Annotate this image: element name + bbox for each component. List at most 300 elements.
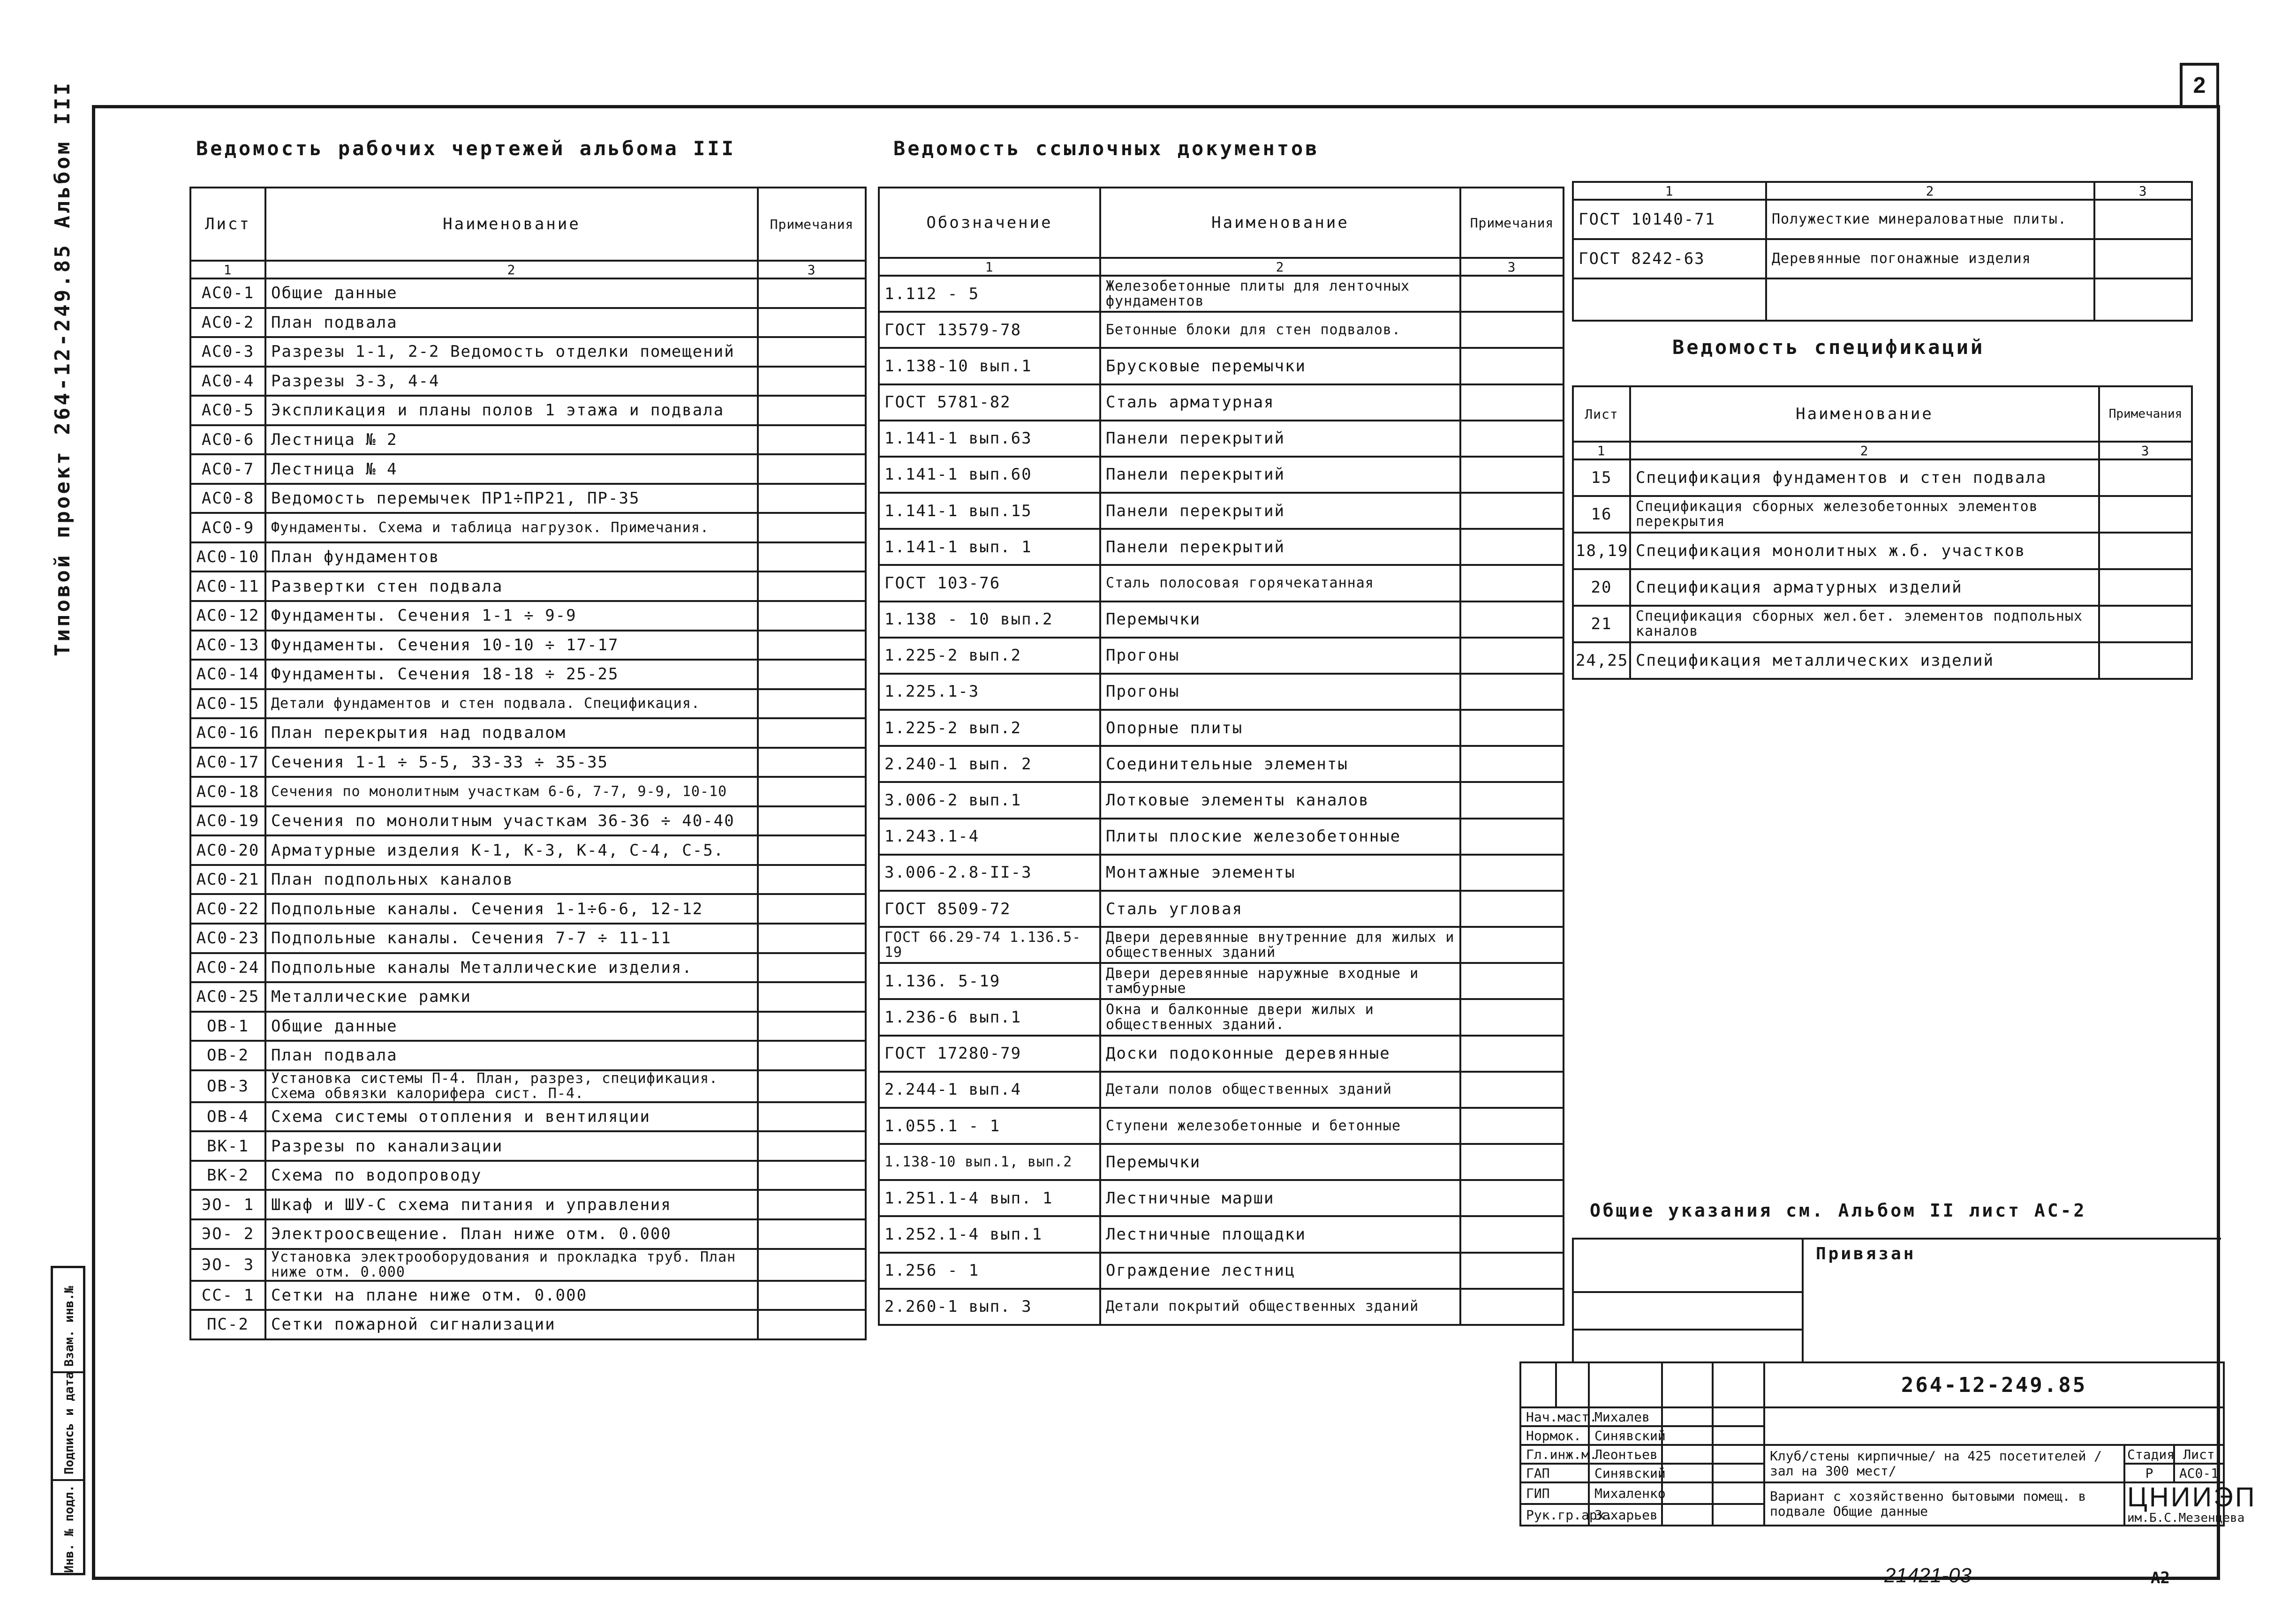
row-notes — [1460, 1036, 1564, 1072]
row-name: Перемычки — [1100, 1144, 1460, 1180]
privyazan-block — [1572, 1238, 2221, 1363]
row-notes — [1460, 999, 1564, 1035]
table-row — [190, 396, 866, 425]
row-name: Экспликация и планы полов 1 этажа и подвала — [265, 396, 758, 425]
row-name: Деревянные погонажные изделия — [1766, 239, 2094, 278]
table-row — [190, 748, 866, 777]
table-row — [1573, 459, 2192, 496]
row-code: ГОСТ 8509-72 — [879, 891, 1100, 927]
row-notes — [2099, 642, 2192, 679]
col-number: 2 — [265, 261, 758, 278]
row-code: 1.141-1 вып.15 — [879, 493, 1100, 529]
row-sheet: АС0-1 — [190, 278, 265, 308]
drawing-title: Вариант с хозяйственно бытовыми помещ. в подвале Общие данные — [1764, 1482, 2124, 1526]
table-row — [190, 1310, 866, 1339]
row-name: Лестница № 4 — [265, 454, 758, 484]
row-name: Установка электрооборудования и прокладка труб. План ниже отм. 0.000 — [265, 1249, 758, 1281]
stamp-person: Михаленко — [1589, 1482, 1662, 1504]
row-sheet: АС0-20 — [190, 835, 265, 865]
row-code: ГОСТ 10140-71 — [1573, 200, 1766, 239]
col-header-name: Наименование — [1100, 188, 1460, 258]
row-sheet: ПС-2 — [190, 1310, 265, 1339]
row-code: 2.260-1 вып. 3 — [879, 1289, 1100, 1325]
table-row — [879, 1072, 1564, 1108]
row-name: Ограждение лестниц — [1100, 1253, 1460, 1289]
row-notes — [1460, 963, 1564, 999]
col-number: 1 — [879, 258, 1100, 276]
row-code: 1.243.1-4 — [879, 819, 1100, 855]
row-name: Плиты плоские железобетонные — [1100, 819, 1460, 855]
row-notes — [758, 1249, 866, 1281]
row-name: Подпольные каналы. Сечения 7-7 ÷ 11-11 — [265, 924, 758, 953]
row-sheet: ВК-2 — [190, 1161, 265, 1190]
row-name: Детали полов общественных зданий — [1100, 1072, 1460, 1108]
table-row — [879, 421, 1564, 457]
specifications-table — [1572, 385, 2193, 680]
row-name: Перемычки — [1100, 601, 1460, 638]
row-name: Панели перекрытий — [1100, 457, 1460, 493]
table-row — [879, 1144, 1564, 1180]
row-name: Лестничные марши — [1100, 1180, 1460, 1216]
sheet-value: АС0-1 — [2174, 1464, 2224, 1482]
table-row — [190, 631, 866, 660]
row-notes — [1460, 746, 1564, 782]
row-notes — [758, 308, 866, 338]
row-notes — [1460, 891, 1564, 927]
row-name: Подпольные каналы Металлические изделия. — [265, 953, 758, 983]
stage-label: Стадия — [2124, 1445, 2174, 1464]
row-notes — [1460, 493, 1564, 529]
row-notes — [758, 924, 866, 953]
row-name: Разрезы 1-1, 2-2 Ведомость отделки помещений — [265, 337, 758, 367]
row-sheet: 18,19 — [1573, 533, 1630, 569]
stamp-row — [1520, 1445, 2224, 1464]
stamp-row — [1520, 1407, 2224, 1426]
stamp-person: Михалев — [1589, 1407, 1662, 1426]
row-code: 1.141-1 вып.60 — [879, 457, 1100, 493]
row-notes — [758, 806, 866, 836]
row-notes — [2094, 200, 2192, 239]
row-sheet: ОВ-4 — [190, 1102, 265, 1132]
row-name: Спецификация фундаментов и стен подвала — [1630, 459, 2099, 496]
table-row — [879, 1253, 1564, 1289]
table-row — [879, 891, 1564, 927]
row-name: Детали фундаментов и стен подвала. Спецификация. — [265, 689, 758, 719]
middle-table-title: Ведомость ссылочных документов — [893, 137, 1320, 160]
general-note: Общие указания см. Альбом II лист АС-2 — [1590, 1200, 2087, 1221]
row-name: Шкаф и ШУ-С схема питания и управления — [265, 1190, 758, 1219]
row-sheet: АС0-15 — [190, 689, 265, 719]
row-notes — [1460, 1108, 1564, 1144]
table-row — [190, 689, 866, 719]
stamp-role: Гл.инж.м. — [1520, 1445, 1589, 1464]
row-notes — [1460, 710, 1564, 746]
row-code — [1573, 278, 1766, 321]
stamp-date — [1713, 1445, 1764, 1464]
col-header-notes: Примечания — [1460, 188, 1564, 258]
row-sheet: СС- 1 — [190, 1281, 265, 1310]
row-code: 1.225-2 вып.2 — [879, 638, 1100, 674]
row-notes — [758, 513, 866, 542]
row-sheet: 15 — [1573, 459, 1630, 496]
row-notes — [1460, 384, 1564, 421]
col-number: 3 — [1460, 258, 1564, 276]
row-notes — [1460, 1216, 1564, 1252]
table-row — [879, 529, 1564, 565]
row-sheet: ЭО- 3 — [190, 1249, 265, 1281]
row-sheet: 21 — [1573, 606, 1630, 642]
row-notes — [758, 396, 866, 425]
table-row — [1573, 239, 2192, 278]
row-code: 1.138-10 вып.1 — [879, 348, 1100, 384]
row-code: 1.225-2 вып.2 — [879, 710, 1100, 746]
row-name: Сталь угловая — [1100, 891, 1460, 927]
row-notes — [1460, 276, 1564, 312]
row-notes — [2099, 459, 2192, 496]
row-name: Общие данные — [265, 1012, 758, 1041]
table-row-empty — [1573, 278, 2192, 321]
row-name: Опорные плиты — [1100, 710, 1460, 746]
row-notes — [2099, 569, 2192, 606]
side-replace-label: Взам. инв.№ — [62, 1286, 76, 1367]
working-drawings-table — [189, 187, 867, 1340]
table-row — [190, 367, 866, 396]
table-row — [1573, 569, 2192, 606]
row-code: 3.006-2.8-II-3 — [879, 855, 1100, 891]
row-name: Соединительные элементы — [1100, 746, 1460, 782]
table-row — [879, 1108, 1564, 1144]
table-row — [190, 454, 866, 484]
row-notes — [1460, 638, 1564, 674]
row-name: Сетки на плане ниже отм. 0.000 — [265, 1281, 758, 1310]
row-code: 2.244-1 вып.4 — [879, 1072, 1100, 1108]
row-sheet: 24,25 — [1573, 642, 1630, 679]
row-name: Монтажные элементы — [1100, 855, 1460, 891]
col-header-sheet: Лист — [190, 188, 265, 261]
row-notes — [758, 367, 866, 396]
row-notes — [758, 953, 866, 983]
row-code: 1.055.1 - 1 — [879, 1108, 1100, 1144]
table-row — [879, 565, 1564, 601]
row-notes — [758, 1102, 866, 1132]
row-code: 2.240-1 вып. 2 — [879, 746, 1100, 782]
row-name: Сечения по монолитным участкам 6-6, 7-7, 9-9, 10-10 — [265, 777, 758, 806]
row-code: 1.252.1-4 вып.1 — [879, 1216, 1100, 1252]
row-sheet: АС0-4 — [190, 367, 265, 396]
row-sheet: АС0-18 — [190, 777, 265, 806]
row-name: Ступени железобетонные и бетонные — [1100, 1108, 1460, 1144]
row-sheet: АС0-22 — [190, 894, 265, 924]
stamp-signature — [1662, 1504, 1713, 1526]
table-row — [879, 963, 1564, 999]
row-notes — [758, 982, 866, 1012]
row-code: 1.141-1 вып.63 — [879, 421, 1100, 457]
row-notes — [758, 1131, 866, 1161]
row-name: Бетонные блоки для стен подвалов. — [1100, 312, 1460, 348]
stamp-signature — [1662, 1464, 1713, 1482]
row-sheet: АС0-12 — [190, 601, 265, 631]
row-name: Железобетонные плиты для ленточных фундаментов — [1100, 276, 1460, 312]
table-row — [190, 542, 866, 572]
row-sheet: ЭО- 1 — [190, 1190, 265, 1219]
col-header-name: Наименование — [265, 188, 758, 261]
table-row — [190, 865, 866, 895]
stamp-date — [1713, 1426, 1764, 1445]
row-notes — [1460, 782, 1564, 818]
inventory-number: 21421-03 — [1884, 1564, 1972, 1587]
row-notes — [1460, 1289, 1564, 1325]
row-code: 1.138-10 вып.1, вып.2 — [879, 1144, 1100, 1180]
row-name: Окна и балконные двери жилых и общественных зданий. — [1100, 999, 1460, 1035]
row-notes — [758, 835, 866, 865]
stamp-role: Рук.гр.арх. — [1520, 1504, 1589, 1526]
row-notes — [1460, 601, 1564, 638]
row-sheet: АС0-6 — [190, 425, 265, 455]
row-name: Электроосвещение. План ниже отм. 0.000 — [265, 1219, 758, 1249]
row-name: Спецификация сборных жел.бет. элементов подпольных каналов — [1630, 606, 2099, 642]
row-name: Детали покрытий общественных зданий — [1100, 1289, 1460, 1325]
row-notes — [2099, 606, 2192, 642]
table-row — [190, 1041, 866, 1070]
table-row — [879, 1180, 1564, 1216]
row-code: 1.225.1-3 — [879, 674, 1100, 710]
row-notes — [1460, 1180, 1564, 1216]
table-row — [879, 1289, 1564, 1325]
table-row — [190, 571, 866, 601]
col-number: 2 — [1630, 442, 2099, 459]
row-notes — [758, 454, 866, 484]
row-notes — [758, 484, 866, 513]
stamp-date — [1713, 1504, 1764, 1526]
table-row — [879, 674, 1564, 710]
row-notes — [1460, 565, 1564, 601]
stamp-row — [1520, 1482, 2224, 1504]
table-row — [879, 384, 1564, 421]
row-notes — [758, 1041, 866, 1070]
col-number: 1 — [190, 261, 265, 278]
row-sheet: АС0-3 — [190, 337, 265, 367]
table-row — [190, 513, 866, 542]
row-code: 1.251.1-4 вып. 1 — [879, 1180, 1100, 1216]
row-notes — [758, 1070, 866, 1102]
stamp-signature — [1662, 1482, 1713, 1504]
organization — [2124, 1482, 2257, 1526]
row-notes — [1460, 927, 1564, 963]
row-name: Лестница № 2 — [265, 425, 758, 455]
row-sheet: ОВ-3 — [190, 1070, 265, 1102]
row-name: Панели перекрытий — [1100, 529, 1460, 565]
table-row — [190, 1102, 866, 1132]
table-row — [190, 1070, 866, 1102]
row-sheet: АС0-16 — [190, 718, 265, 748]
row-name: План фундаментов — [265, 542, 758, 572]
stamp-signature — [1662, 1426, 1713, 1445]
col-number: 2 — [1766, 182, 2094, 200]
table-row — [190, 924, 866, 953]
stamp-date — [1713, 1407, 1764, 1426]
row-notes — [758, 1012, 866, 1041]
row-sheet: ЭО- 2 — [190, 1219, 265, 1249]
title-block — [1519, 1361, 2257, 1526]
side-inv-label: Инв. № подл. — [62, 1485, 76, 1573]
table-row — [190, 806, 866, 836]
table-row — [879, 348, 1564, 384]
row-sheet: ВК-1 — [190, 1131, 265, 1161]
row-name: Металлические рамки — [265, 982, 758, 1012]
row-sheet: АС0-19 — [190, 806, 265, 836]
row-sheet: АС0-2 — [190, 308, 265, 338]
row-notes — [1460, 1144, 1564, 1180]
row-code: 1.138 - 10 вып.2 — [879, 601, 1100, 638]
table-row — [190, 337, 866, 367]
row-sheet: АС0-17 — [190, 748, 265, 777]
table-row — [190, 777, 866, 806]
row-name: Фундаменты. Сечения 1-1 ÷ 9-9 — [265, 601, 758, 631]
reference-documents-table — [878, 187, 1564, 1326]
row-code: 1.136. 5-19 — [879, 963, 1100, 999]
row-name: Двери деревянные внутренние для жилых и общественных зданий — [1100, 927, 1460, 963]
col-header-notes: Примечания — [2099, 386, 2192, 442]
stamp-person: Захарьев — [1589, 1504, 1662, 1526]
row-sheet: АС0-10 — [190, 542, 265, 572]
stamp-role: ГАП — [1520, 1464, 1589, 1482]
col-header-sheet: Лист — [1573, 386, 1630, 442]
row-name: Спецификация сборных железобетонных элементов перекрытия — [1630, 496, 2099, 533]
table-row — [879, 855, 1564, 891]
row-notes — [758, 1219, 866, 1249]
table-row — [879, 819, 1564, 855]
table-row — [879, 276, 1564, 312]
row-sheet: АС0-24 — [190, 953, 265, 983]
row-name: Спецификация арматурных изделий — [1630, 569, 2099, 606]
row-name: Схема по водопроводу — [265, 1161, 758, 1190]
row-sheet: АС0-14 — [190, 660, 265, 689]
table-row — [879, 601, 1564, 638]
row-notes — [1460, 421, 1564, 457]
row-name: Разрезы 3-3, 4-4 — [265, 367, 758, 396]
stamp-signature — [1662, 1407, 1713, 1426]
row-notes — [758, 1281, 866, 1310]
stamp-role: ГИП — [1520, 1482, 1589, 1504]
table-row — [190, 953, 866, 983]
row-name: Ведомость перемычек ПР1÷ПР21, ПР-35 — [265, 484, 758, 513]
side-signature-label: Подпись и дата — [62, 1371, 76, 1474]
project-title: Клуб/стены кирпичные/ на 425 посетителей /зал на 300 мест/ — [1764, 1445, 2124, 1482]
table-row — [1573, 200, 2192, 239]
row-name: План подпольных каналов — [265, 865, 758, 895]
row-name: Арматурные изделия К-1, К-3, К-4, С-4, С-5. — [265, 835, 758, 865]
row-name: План подвала — [265, 308, 758, 338]
row-name: Сталь арматурная — [1100, 384, 1460, 421]
reference-continuation-table — [1572, 181, 2193, 322]
row-name: Фундаменты. Сечения 18-18 ÷ 25-25 — [265, 660, 758, 689]
row-code: 1.112 - 5 — [879, 276, 1100, 312]
row-notes — [758, 660, 866, 689]
row-name: Лестничные площадки — [1100, 1216, 1460, 1252]
row-name: Общие данные — [265, 278, 758, 308]
row-notes — [1460, 312, 1564, 348]
col-number: 1 — [1573, 442, 1630, 459]
row-sheet: АС0-8 — [190, 484, 265, 513]
row-name: Спецификация монолитных ж.б. участков — [1630, 533, 2099, 569]
row-name: Фундаменты. Схема и таблица нагрузок. Примечания. — [265, 513, 758, 542]
table-row — [190, 1161, 866, 1190]
row-sheet: АС0-5 — [190, 396, 265, 425]
row-notes — [758, 1310, 866, 1339]
table-row — [190, 278, 866, 308]
row-code: ГОСТ 13579-78 — [879, 312, 1100, 348]
row-sheet: АС0-11 — [190, 571, 265, 601]
row-code: 1.236-6 вып.1 — [879, 999, 1100, 1035]
row-sheet: АС0-23 — [190, 924, 265, 953]
col-number: 3 — [758, 261, 866, 278]
row-sheet: АС0-7 — [190, 454, 265, 484]
table-row — [190, 1012, 866, 1041]
table-row — [879, 782, 1564, 818]
row-sheet: АС0-9 — [190, 513, 265, 542]
row-name: Сетки пожарной сигнализации — [265, 1310, 758, 1339]
table-row — [190, 894, 866, 924]
table-row — [879, 1036, 1564, 1072]
row-code: ГОСТ 5781-82 — [879, 384, 1100, 421]
row-notes — [758, 1190, 866, 1219]
stamp-empty — [1764, 1407, 2224, 1445]
row-notes — [758, 894, 866, 924]
table-row — [190, 484, 866, 513]
col-number: 2 — [1100, 258, 1460, 276]
spec-table-title: Ведомость спецификаций — [1672, 336, 1985, 359]
table-row — [879, 1216, 1564, 1252]
row-name: План подвала — [265, 1041, 758, 1070]
row-notes — [758, 278, 866, 308]
col-number: 3 — [2099, 442, 2192, 459]
table-row — [1573, 533, 2192, 569]
row-name: Разрезы по канализации — [265, 1131, 758, 1161]
row-notes — [758, 425, 866, 455]
stamp-role: Нач.маст. — [1520, 1407, 1589, 1426]
stamp-date — [1713, 1482, 1764, 1504]
row-notes — [1460, 457, 1564, 493]
row-name: Полужесткие минераловатные плиты. — [1766, 200, 2094, 239]
stamp-date — [1713, 1464, 1764, 1482]
row-notes — [2099, 533, 2192, 569]
side-project-label: Типовой проект 264-12-249.85 Альбом III — [51, 80, 75, 656]
row-notes — [758, 601, 866, 631]
row-code: ГОСТ 8242-63 — [1573, 239, 1766, 278]
row-sheet: АС0-13 — [190, 631, 265, 660]
table-row — [1573, 606, 2192, 642]
table-row — [190, 1190, 866, 1219]
table-row — [190, 425, 866, 455]
row-notes — [1460, 855, 1564, 891]
table-row — [879, 999, 1564, 1035]
row-notes — [1460, 674, 1564, 710]
row-sheet: АС0-25 — [190, 982, 265, 1012]
row-notes — [2094, 278, 2192, 321]
table-row — [1573, 496, 2192, 533]
sheet-number: 2 — [2180, 63, 2219, 105]
row-notes — [758, 1161, 866, 1190]
row-code: 3.006-2 вып.1 — [879, 782, 1100, 818]
stamp-role: Нормок. — [1520, 1426, 1589, 1445]
stamp-person: Леонтьев — [1589, 1445, 1662, 1464]
table-row — [190, 1249, 866, 1281]
row-notes — [1460, 529, 1564, 565]
row-name: Установка системы П-4. План, разрез, спецификация. Схема обвязки калорифера сист. П-4. — [265, 1070, 758, 1102]
row-notes — [1460, 819, 1564, 855]
org-subtitle: им.Б.С.Мезенцева — [2127, 1511, 2245, 1525]
row-name: Сечения 1-1 ÷ 5-5, 33-33 ÷ 35-35 — [265, 748, 758, 777]
